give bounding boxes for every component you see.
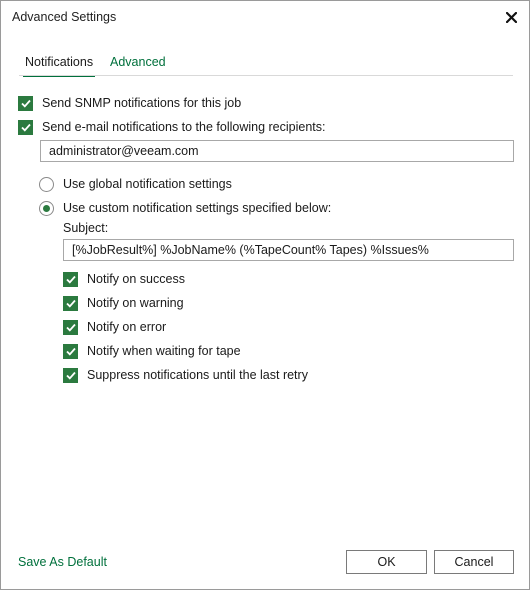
tab-strip: [19, 54, 513, 76]
custom-settings-option[interactable]: [39, 199, 331, 217]
tab-divider: [19, 75, 513, 76]
notify-success-checkbox[interactable]: [63, 272, 78, 287]
notify-success-option[interactable]: [63, 270, 185, 288]
global-settings-label: Use global notification settings: [63, 177, 232, 191]
email-option[interactable]: [18, 118, 325, 136]
snmp-label: Send SNMP notifications for this job: [42, 96, 242, 110]
global-settings-radio[interactable]: [39, 177, 54, 192]
checkmark-icon: [21, 123, 31, 132]
checkmark-icon: [66, 347, 76, 356]
notify-warning-label: Notify on warning: [87, 296, 184, 310]
suppress-notifications-option[interactable]: [63, 366, 308, 384]
suppress-notifications-checkbox[interactable]: [63, 368, 78, 383]
email-label: Send e-mail notifications to the following recipients:: [42, 120, 326, 134]
tab-notifications-label: Notifications: [25, 55, 94, 69]
tab-advanced-label: Advanced: [110, 55, 166, 69]
notify-success-label: Notify on success: [87, 272, 185, 286]
close-button[interactable]: [501, 7, 521, 27]
recipients-input[interactable]: [40, 140, 514, 162]
tab-advanced[interactable]: [110, 54, 166, 75]
subject-input[interactable]: [63, 239, 514, 261]
ok-button[interactable]: [346, 550, 427, 574]
dialog-title: Advanced Settings: [12, 10, 117, 24]
global-settings-option[interactable]: [39, 175, 232, 193]
checkmark-icon: [66, 275, 76, 284]
custom-settings-radio[interactable]: [39, 201, 54, 216]
cancel-button-label: Cancel: [454, 555, 494, 569]
suppress-notifications-label: Suppress notifications until the last retry: [87, 368, 308, 382]
notify-warning-checkbox[interactable]: [63, 296, 78, 311]
checkmark-icon: [66, 299, 76, 308]
email-checkbox[interactable]: [18, 120, 33, 135]
subject-value: [%JobResult%] %JobName% (%TapeCount% Tapes) %Issues%: [72, 243, 429, 257]
tab-notifications[interactable]: [25, 54, 93, 75]
notify-error-label: Notify on error: [87, 320, 167, 334]
subject-label: Subject:: [63, 221, 109, 235]
checkmark-icon: [66, 323, 76, 332]
cancel-button[interactable]: [434, 550, 514, 574]
notify-warning-option[interactable]: [63, 294, 184, 312]
custom-settings-label: Use custom notification settings specified below:: [63, 201, 332, 215]
notify-waiting-tape-label: Notify when waiting for tape: [87, 344, 241, 358]
snmp-checkbox[interactable]: [18, 96, 33, 111]
checkmark-icon: [21, 99, 31, 108]
ok-button-label: OK: [377, 555, 396, 569]
notify-waiting-tape-option[interactable]: [63, 342, 241, 360]
title-bar: [1, 1, 529, 35]
snmp-option[interactable]: [18, 94, 241, 112]
close-icon: [506, 12, 517, 23]
save-as-default-link[interactable]: Save As Default: [18, 555, 107, 569]
notify-waiting-tape-checkbox[interactable]: [63, 344, 78, 359]
checkmark-icon: [66, 371, 76, 380]
recipients-value: administrator@veeam.com: [49, 144, 199, 158]
notify-error-checkbox[interactable]: [63, 320, 78, 335]
notify-error-option[interactable]: [63, 318, 166, 336]
